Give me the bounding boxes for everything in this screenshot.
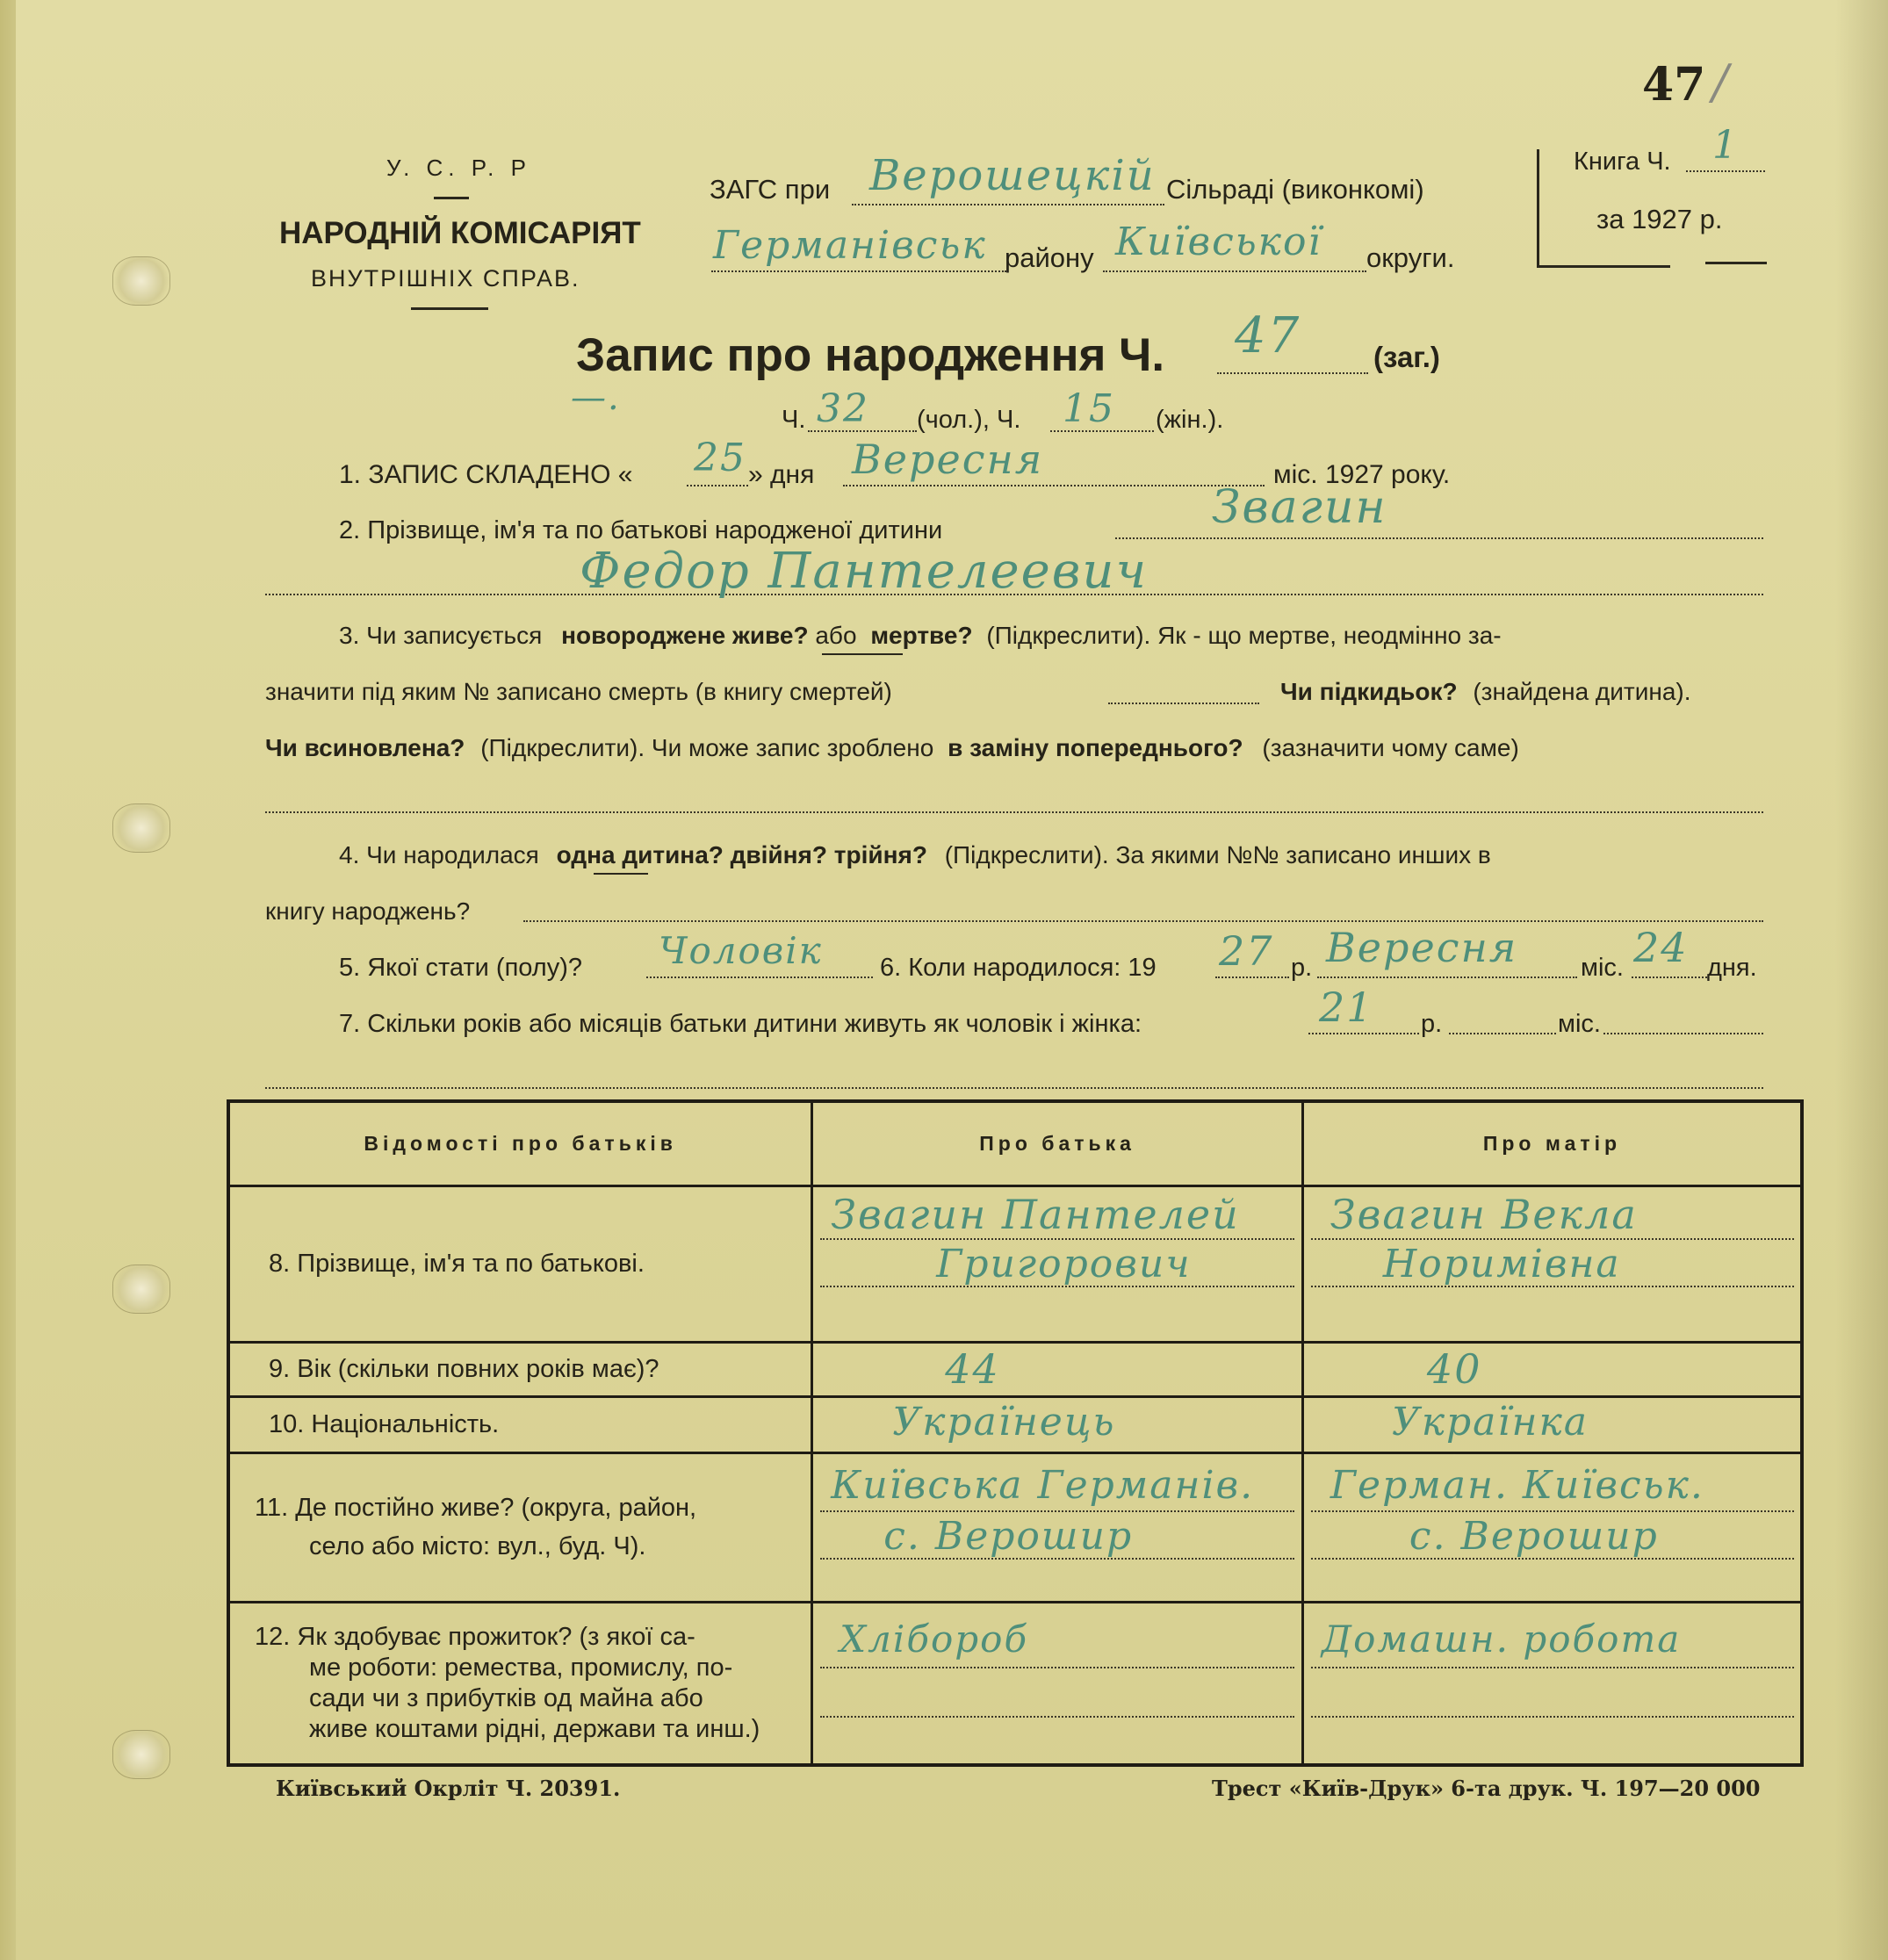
mother-name-cell — [1302, 1185, 1802, 1342]
mother-name-handwritten-2: Норимівна — [1382, 1241, 1621, 1286]
father-name-cell — [812, 1185, 1303, 1342]
fill-line — [1449, 1033, 1556, 1034]
zags-suffix: Сільраді (виконкомі) — [1166, 174, 1424, 205]
male-number-handwritten: 32 — [817, 386, 869, 431]
male-label: (чол.), Ч. — [917, 406, 1021, 434]
fill-line — [820, 1667, 1294, 1668]
underline-mark — [594, 873, 648, 875]
okrug-label: округи. — [1366, 242, 1455, 273]
item2-label: 2. Прізвище, ім'я та по батькові народженої дитини — [339, 516, 943, 544]
commissariat-title: НАРОДНІЙ КОМІСАРІЯТ — [279, 216, 641, 250]
row-residence-label — [228, 1452, 812, 1602]
item6-dnia: дня. — [1707, 954, 1757, 982]
book-box-border — [1537, 265, 1670, 268]
mother-residence-handwritten-1: Герман. Київськ. — [1330, 1462, 1704, 1508]
row-livelihood-label-4: живе коштами рідні, держави та инш.) — [309, 1714, 760, 1743]
item7-r: р. — [1421, 1010, 1443, 1038]
row-residence-label-2: село або місто: вул., буд. Ч). — [309, 1532, 646, 1560]
item3-adopted-text: (Підкреслити). Чи може запис зроблено — [480, 734, 934, 761]
fill-line — [1215, 976, 1289, 978]
item4-line1 — [339, 841, 1491, 869]
underline-mark — [822, 653, 903, 655]
ussr-label: У. С. Р. Р — [386, 155, 531, 181]
binding-hole — [112, 803, 170, 853]
zags-prefix: ЗАГС при — [710, 174, 831, 205]
mother-residence-cell — [1302, 1452, 1802, 1602]
item5-label: 5. Якої стати (полу)? — [339, 954, 582, 982]
fill-line — [1632, 976, 1707, 978]
header-mother: Про матір — [1302, 1101, 1802, 1185]
record-total-label: (заг.) — [1373, 341, 1440, 373]
department-title: ВНУТРІШНІХ СПРАВ. — [311, 265, 580, 292]
binding-hole — [112, 1265, 170, 1314]
fill-line — [1311, 1716, 1794, 1718]
item3-foundling: Чи підкидьок? — [1280, 678, 1458, 705]
book-year: за 1927 р. — [1596, 204, 1723, 234]
fill-line — [711, 270, 1006, 272]
item3-adopted: Чи всиновлена? — [265, 734, 465, 761]
fill-line — [1115, 537, 1763, 539]
table-row — [228, 1452, 1802, 1602]
header-divider — [411, 307, 488, 310]
fill-line — [265, 1087, 1763, 1089]
item1-label: 1. ЗАПИС СКЛАДЕНО « — [339, 460, 633, 489]
father-livelihood-cell — [812, 1602, 1303, 1765]
mother-name-handwritten-1: Звагин Векла — [1330, 1190, 1638, 1238]
fill-line — [1311, 1238, 1794, 1240]
binding-hole — [112, 1730, 170, 1779]
fill-line — [1311, 1667, 1794, 1668]
fill-line — [1308, 1033, 1419, 1034]
mother-nationality-handwritten: Українка — [1391, 1399, 1589, 1445]
item6-day-handwritten: 24 — [1633, 924, 1689, 971]
fill-line — [265, 811, 1763, 813]
item6-mis: міс. — [1581, 954, 1624, 982]
table-row — [228, 1342, 1802, 1396]
fill-line — [820, 1238, 1294, 1240]
item6-year-handwritten: 27 — [1219, 927, 1274, 975]
page-number-mark: / — [1712, 54, 1731, 110]
fill-line — [1317, 976, 1577, 978]
fill-line — [820, 1510, 1294, 1512]
page-right-shadow — [1835, 0, 1888, 1960]
item3-lead: 3. Чи записується — [339, 622, 543, 649]
item1-day-handwritten: 25 — [694, 436, 746, 480]
table-row — [228, 1396, 1802, 1452]
father-nationality-handwritten: Українець — [892, 1399, 1116, 1445]
fill-line — [687, 485, 748, 486]
father-residence-handwritten-2: с. Верошир — [883, 1513, 1134, 1559]
mother-age-handwritten: 40 — [1426, 1344, 1482, 1393]
title-dash-mark: —. — [571, 378, 621, 418]
father-age-handwritten: 44 — [945, 1344, 1000, 1393]
row-nationality-label: 10. Національність. — [228, 1396, 812, 1452]
mother-residence-handwritten-2: с. Верошир — [1409, 1513, 1659, 1559]
binding-hole — [112, 256, 170, 306]
header-father: Про батька — [812, 1101, 1303, 1185]
parents-table — [227, 1099, 1804, 1767]
book-box-border — [1705, 262, 1767, 264]
item7-years-handwritten: 21 — [1319, 984, 1374, 1031]
item3-alive: новороджене живе? — [561, 622, 809, 649]
item3-or: або — [815, 622, 857, 649]
item7-label: 7. Скільки років або місяців батьки дитини живуть як чоловік і жінка: — [339, 1010, 1142, 1038]
district-label: району — [1005, 242, 1094, 273]
item4-instruction: (Підкреслити). За якими №№ записано инших в — [944, 841, 1491, 868]
record-title: Запис про народження Ч. — [576, 329, 1165, 381]
item3-line3 — [265, 734, 1519, 762]
row-livelihood-label-3: сади чи з прибутків од майна або — [309, 1683, 703, 1712]
fill-line — [1603, 1033, 1763, 1034]
header-divider — [434, 197, 469, 199]
father-residence-handwritten-1: Київська Германів. — [831, 1462, 1255, 1508]
okrug-handwritten: Київської — [1115, 220, 1322, 264]
fill-line — [523, 920, 1763, 922]
item1-month-handwritten: Вересня — [852, 436, 1044, 483]
district-handwritten: Германівськ — [713, 223, 987, 268]
female-number-handwritten: 15 — [1063, 386, 1115, 431]
father-residence-cell — [812, 1452, 1303, 1602]
item1-mid: » дня — [748, 460, 815, 489]
item6-label: 6. Коли народилося: 19 — [880, 954, 1157, 982]
item3-line2-start: значити під яким № записано смерть (в книгу смертей) — [265, 678, 892, 705]
item3-reason: (зазначити чому саме) — [1262, 734, 1519, 761]
item3-dead: мертве? — [870, 622, 973, 649]
row-livelihood-label-1: 12. Як здобуває прожиток? (з якої са- — [255, 1622, 695, 1651]
row-name-label: 8. Прізвище, ім'я та по батькові. — [228, 1185, 812, 1342]
mother-age-cell — [1302, 1342, 1802, 1396]
item3-found-child: (знайдена дитина). — [1473, 678, 1691, 705]
table-row — [228, 1602, 1802, 1765]
female-label: (жін.). — [1156, 406, 1224, 434]
fill-line — [646, 976, 873, 978]
record-number-handwritten: 47 — [1235, 307, 1301, 364]
row-livelihood-label-2: ме роботи: ремества, промислу, по- — [309, 1653, 733, 1682]
mother-livelihood-cell — [1302, 1602, 1802, 1765]
item6-month-handwritten: Вересня — [1326, 924, 1518, 971]
fill-line — [1103, 270, 1366, 272]
mother-livelihood-handwritten: Домашн. робота — [1321, 1617, 1682, 1661]
book-label: Книга Ч. — [1574, 148, 1671, 176]
father-name-handwritten-2: Григорович — [936, 1241, 1192, 1286]
footer-left: Київський Окрліт Ч. 20391. — [276, 1776, 621, 1801]
item4-line2: книгу народжень? — [265, 897, 471, 925]
item1-end: міс. 1927 року. — [1273, 460, 1451, 489]
fill-line — [843, 485, 1265, 486]
item3-instruction: (Підкреслити). Як - що мертве, неодмінно за- — [986, 622, 1502, 649]
village-handwritten: Верошецкій — [869, 151, 1156, 200]
item6-r: р. — [1291, 954, 1313, 982]
row-age-label: 9. Вік (скільки повних років має)? — [228, 1342, 812, 1396]
page-number: 47 — [1642, 58, 1706, 112]
row-residence-label-1: 11. Де постійно живе? (округа, район, — [255, 1494, 697, 1522]
father-age-cell — [812, 1342, 1303, 1396]
footer-right: Трест «Київ-Друк» 6-та друк. Ч. 197—20 000 — [1212, 1776, 1761, 1801]
item5-sex-handwritten: Чоловік — [659, 929, 823, 972]
header-parents-info: Відомості про батьків — [228, 1101, 812, 1185]
fill-line — [852, 204, 1164, 205]
book-box-border — [1537, 149, 1539, 267]
fill-line — [1108, 703, 1259, 704]
table-header-row — [228, 1101, 1802, 1185]
row-livelihood-label — [228, 1602, 812, 1765]
mother-nationality-cell — [1302, 1396, 1802, 1452]
table-row — [228, 1185, 1802, 1342]
item3-foundling-group — [1280, 678, 1691, 706]
item7-mis: міс. — [1558, 1010, 1601, 1038]
fill-line — [820, 1716, 1294, 1718]
fill-line — [1686, 170, 1765, 172]
father-nationality-cell — [812, 1396, 1303, 1452]
item3-replacement: в заміну попереднього? — [948, 734, 1243, 761]
father-livelihood-handwritten: Хлібороб — [840, 1617, 1029, 1661]
book-number-handwritten: 1 — [1712, 123, 1739, 168]
item2-surname-handwritten: Звагин — [1212, 481, 1387, 534]
item2-name-handwritten: Федор Пантелеевич — [580, 543, 1149, 600]
item4-options: одна дитина? двійня? трійня? — [556, 841, 927, 868]
sub-prefix: Ч. — [782, 406, 806, 434]
item4-lead: 4. Чи народилася — [339, 841, 539, 868]
fill-line — [1311, 1510, 1794, 1512]
item3-line1 — [339, 622, 1502, 650]
father-name-handwritten-1: Звагин Пантелей — [831, 1190, 1240, 1238]
fill-line — [1217, 372, 1368, 374]
